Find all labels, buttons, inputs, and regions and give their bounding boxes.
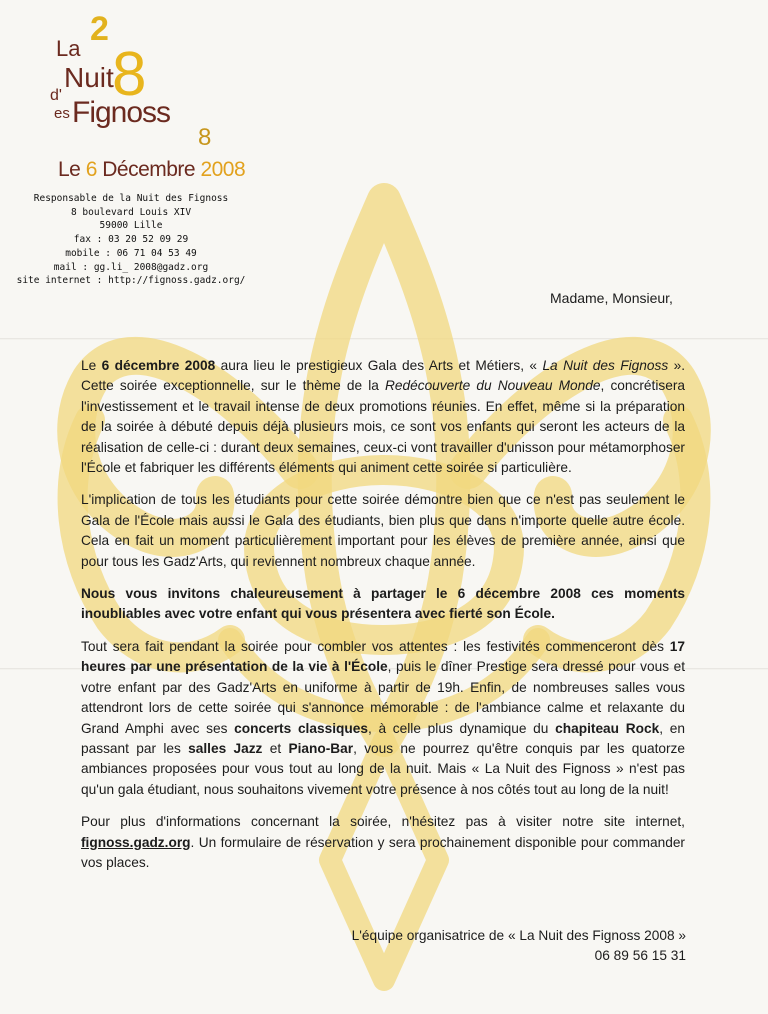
date-day: 6 — [85, 158, 97, 181]
logo-d-text: d' — [50, 87, 62, 104]
logo-fignoss-text: Fignoss — [72, 96, 171, 129]
letter-body — [81, 356, 685, 885]
website-link[interactable]: fignoss.gadz.org — [81, 834, 191, 850]
sender-address-block — [0, 192, 262, 288]
event-date: 6 décembre 2008 — [101, 358, 216, 373]
signature-phone: 06 89 56 15 31 — [594, 948, 686, 963]
paragraph-2: L'implication de tous les étudiants pour cette soirée démontre bien que ce n'est pas seulement le Gala de l'École mais aussi le Gala des étudiants, bien plus que dans n'importe quelle autre école. Cela en fait un moment particulièrement important pour les élèves de première année, ainsi que pour tous les Gadz'Arts, qui reviennent nombreux chaque année. — [81, 492, 685, 569]
logo-la-text: La — [56, 36, 81, 61]
paragraph-1: Le 6 décembre 2008 aura lieu le prestigieux Gala des Arts et Métiers, « La Nuit des Fignoss ». Cette soirée exceptionnelle, sur le thème de la Redécouverte du Nouveau Monde, concrétisera l'investissement et le travail intense de deux promotions réunies. En effet, même si la préparation de la soirée à débuté depuis déjà plusieurs mois, ce sont vos enfants qui seront les acteurs de la réalisation de celle-ci : durant deux semaines, ceux-ci vont travailler d'unisson pour métamorphoser l'École et fabriquer les différents éléments qui animent cette soirée si particulière. — [81, 358, 686, 476]
signature-block — [352, 926, 686, 966]
date-prefix: Le — [58, 158, 81, 181]
nuit-des-fignoss-logo — [50, 8, 220, 158]
salutation: Madame, Monsieur, — [550, 290, 673, 306]
paragraph-4: Tout sera fait pendant la soirée pour combler vos attentes : les festivités commenceront dès 17 heures par une présentation de la vie à l'École, puis le dîner Prestige sera dressé pour vous et votre enfant par des Gadz'Arts en uniforme à partir de 19h. Enfin, de nombreuses salles vous attendront lors de cette soirée qui s'annonce mémorable : de l'ambiance calme et relaxante du Grand Amphi avec ses concerts classiques, à celle plus dynamique du chapiteau Rock, en passant par les salles Jazz et Piano-Bar, vous ne pourrez qu'être conquis par les quatorze ambiances proposées pour vous tout au long de la nuit. Mais « La Nuit des Fignoss » n'est pas qu'un gala étudiant, nous souhaitons vivement votre présence à nos côtés tout au long de la nuit! — [81, 638, 685, 797]
sender-address-city: 59000 Lille — [99, 220, 163, 232]
date-year: 2008 — [200, 158, 246, 181]
sender-fax: fax : 03 20 52 09 29 — [73, 234, 189, 246]
paragraph-5: Pour plus d'informations concernant la soirée, n'hésitez pas à visiter notre site internet, fignoss.gadz.org. Un formulaire de réservation y sera prochainement disponible pour commander vos places. — [81, 814, 685, 870]
logo-nuit-text: Nuit — [64, 62, 114, 93]
sender-mail: mail : gg.li_ 2008@gadz.org — [53, 261, 209, 273]
sender-mobile: mobile : 06 71 04 53 49 — [65, 247, 197, 259]
event-name: La Nuit des Fignoss — [542, 358, 669, 373]
sender-website: site internet : http://fignoss.gadz.org/ — [16, 275, 246, 287]
paragraph-3: Nous vous invitons chaleureusement à partager le 6 décembre 2008 ces moments inoubliables avec votre enfant qui vous présentera avec fierté son École. — [81, 586, 685, 622]
logo-year-digit-top: 2 — [90, 10, 109, 48]
event-theme: Redécouverte du Nouveau Monde — [385, 378, 601, 394]
date-month: Décembre — [102, 158, 196, 181]
signature-team: L'équipe organisatrice de « La Nuit des Fignoss 2008 » — [351, 928, 686, 943]
sender-title: Responsable de la Nuit des Fignoss — [33, 193, 229, 204]
logo-es-text: es — [54, 105, 70, 122]
logo-year-digit-mid: 8 — [112, 40, 147, 109]
sender-address-line: 8 boulevard Louis XIV — [70, 206, 192, 218]
letter-date — [58, 158, 245, 182]
logo-year-digit-bottom: 8 — [198, 124, 212, 151]
